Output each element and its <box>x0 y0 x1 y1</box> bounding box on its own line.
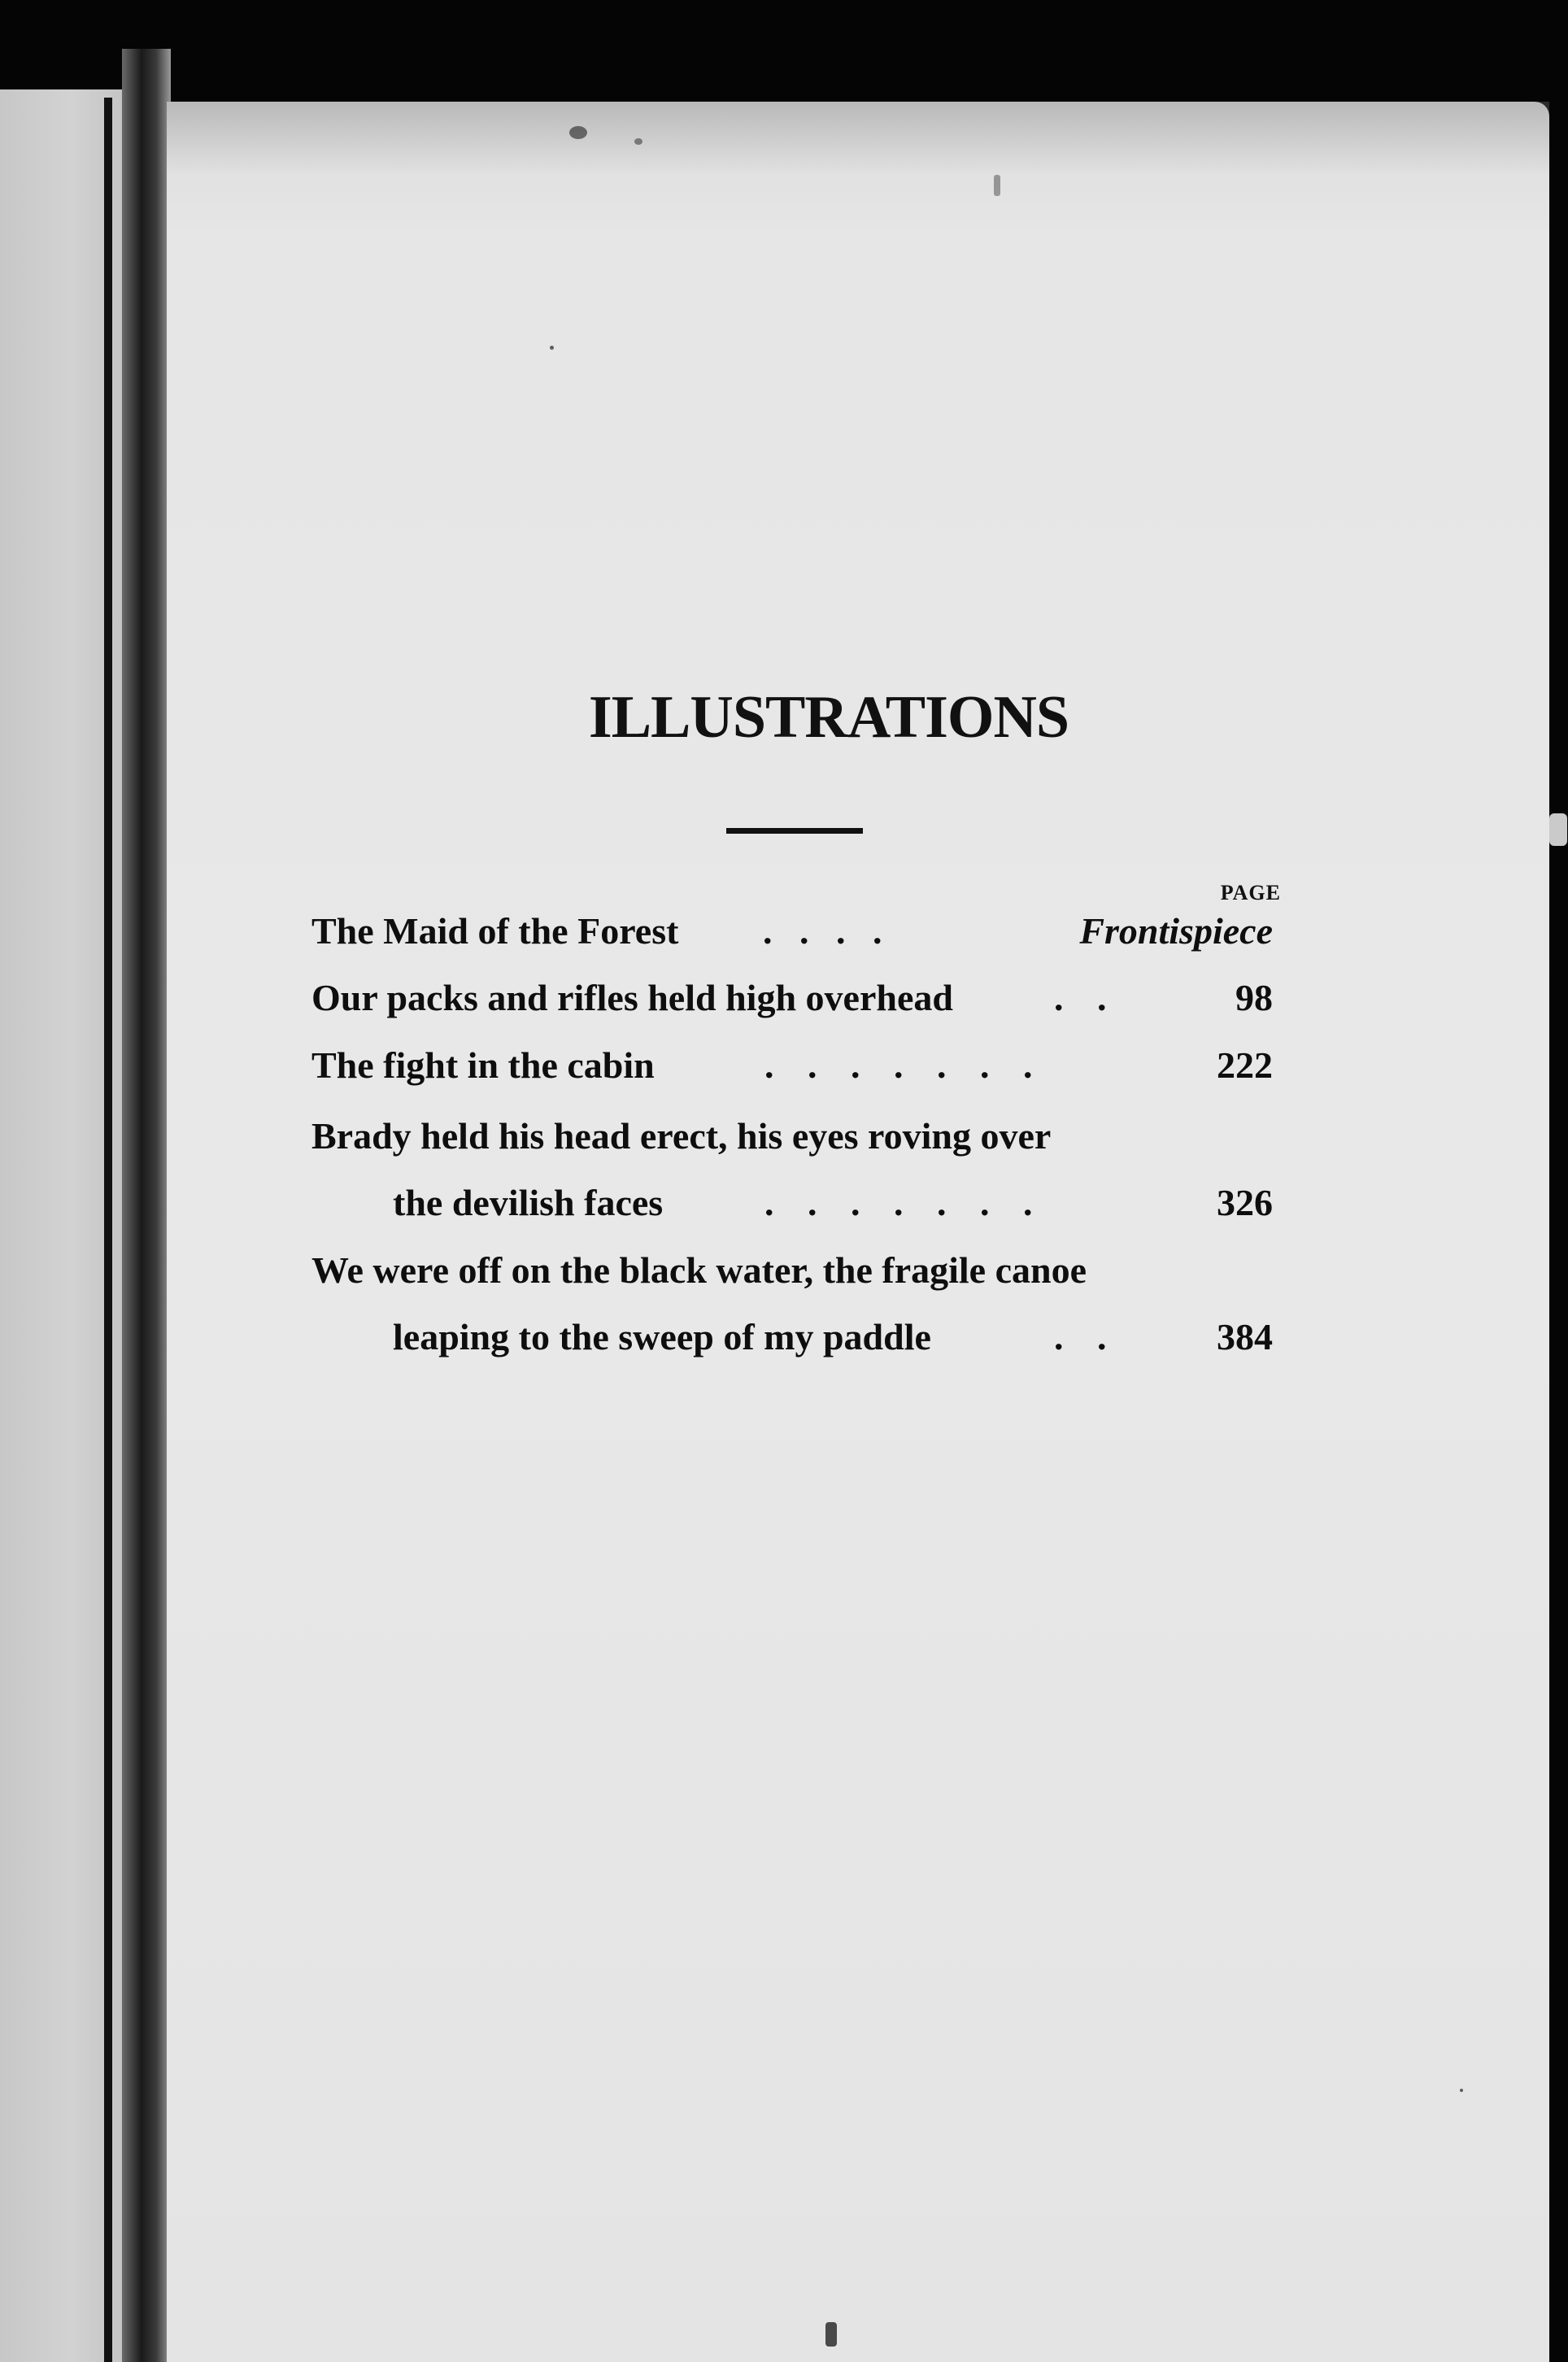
scan-speck <box>550 346 554 350</box>
page-column-label: PAGE <box>1220 881 1281 904</box>
illustration-page: 222 <box>1217 1044 1273 1086</box>
illustration-title-continued: leaping to the sweep of my paddle <box>393 1316 931 1357</box>
illustration-title: The fight in the cabin <box>311 1044 655 1086</box>
illustrations-page <box>167 102 1549 2362</box>
scan-speck <box>1460 2089 1463 2092</box>
scan-speck <box>634 138 642 145</box>
dot-leader: . . . . . . . <box>764 1044 1033 1086</box>
illustration-page: 326 <box>1217 1182 1273 1223</box>
heading-rule <box>726 828 863 834</box>
gutter-line <box>104 98 112 2362</box>
previous-page-edge <box>0 89 142 2362</box>
illustration-title: Our packs and rifles held high overhead <box>311 977 953 1018</box>
illustration-title: The Maid of the Forest <box>311 910 679 952</box>
illustration-title: Brady held his head erect, his eyes roving over <box>311 1115 1052 1157</box>
page-heading: ILLUSTRATIONS <box>588 684 1069 751</box>
illustration-page: 98 <box>1235 977 1273 1018</box>
dot-leader: . . . . . . . <box>764 1182 1033 1223</box>
dot-leader: . . . . <box>763 910 882 952</box>
page-edge-nick <box>1549 813 1567 846</box>
dot-leader: . . <box>1054 977 1107 1018</box>
page-top-shadow <box>167 102 1549 175</box>
illustration-page: 384 <box>1217 1316 1273 1357</box>
book-gutter <box>122 49 171 2362</box>
scan-speck <box>569 126 587 139</box>
illustration-page: Frontispiece <box>1079 910 1273 952</box>
illustration-title: We were off on the black water, the fragile canoe <box>311 1249 1087 1291</box>
scan-speck <box>994 175 1000 196</box>
scan-speck <box>825 2322 837 2347</box>
illustration-title-continued: the devilish faces <box>393 1182 664 1223</box>
dot-leader: . . <box>1054 1316 1107 1357</box>
